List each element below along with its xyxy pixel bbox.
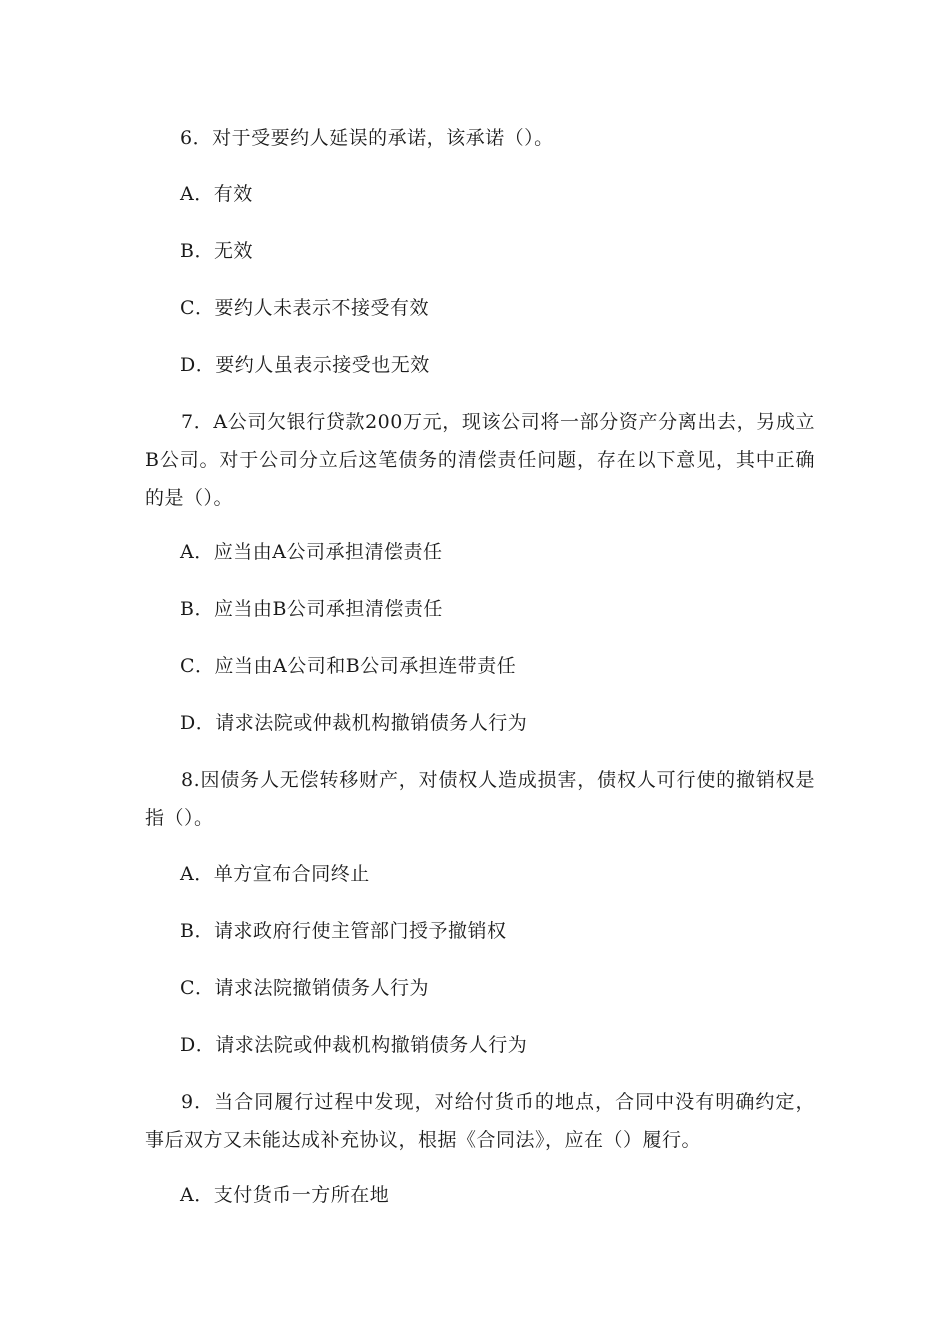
- question-7-option-d: D．请求法院或仲裁机构撤销债务人行为: [180, 712, 528, 734]
- question-6-option-b: B．无效: [180, 240, 253, 262]
- question-6-option-c: C．要约人未表示不接受有效: [180, 297, 430, 319]
- question-8-option-d: D．请求法院或仲裁机构撤销债务人行为: [180, 1034, 528, 1056]
- question-8-option-a: A．单方宣布合同终止: [180, 863, 370, 885]
- question-7-option-b: B．应当由B公司承担清偿责任: [180, 598, 443, 620]
- question-6-option-d: D．要约人虽表示接受也无效: [180, 354, 430, 376]
- question-7-stem: 7．A公司欠银行贷款200万元，现该公司将一部分资产分离出去，另成立B公司。对于公司分立后这笔债务的清偿责任问题，存在以下意见，其中正确的是（）。: [145, 411, 815, 509]
- question-7-option-a: A．应当由A公司承担清偿责任: [180, 541, 443, 563]
- question-9-stem: 9．当合同履行过程中发现，对给付货币的地点，合同中没有明确约定，事后双方又未能达成补充协议，根据《合同法》，应在（）履行。: [145, 1091, 815, 1151]
- question-9-option-a: A．支付货币一方所在地: [180, 1184, 390, 1206]
- question-6-stem: 6．对于受要约人延误的承诺，该承诺（）。: [180, 127, 554, 149]
- question-8-option-b: B．请求政府行使主管部门授予撤销权: [180, 920, 507, 942]
- question-8-option-c: C．请求法院撤销债务人行为: [180, 977, 430, 999]
- question-6-option-a: A．有效: [180, 183, 253, 205]
- question-7-option-c: C．应当由A公司和B公司承担连带责任: [180, 655, 517, 677]
- question-8-stem: 8.因债务人无偿转移财产，对债权人造成损害，债权人可行使的撤销权是指（）。: [145, 769, 815, 829]
